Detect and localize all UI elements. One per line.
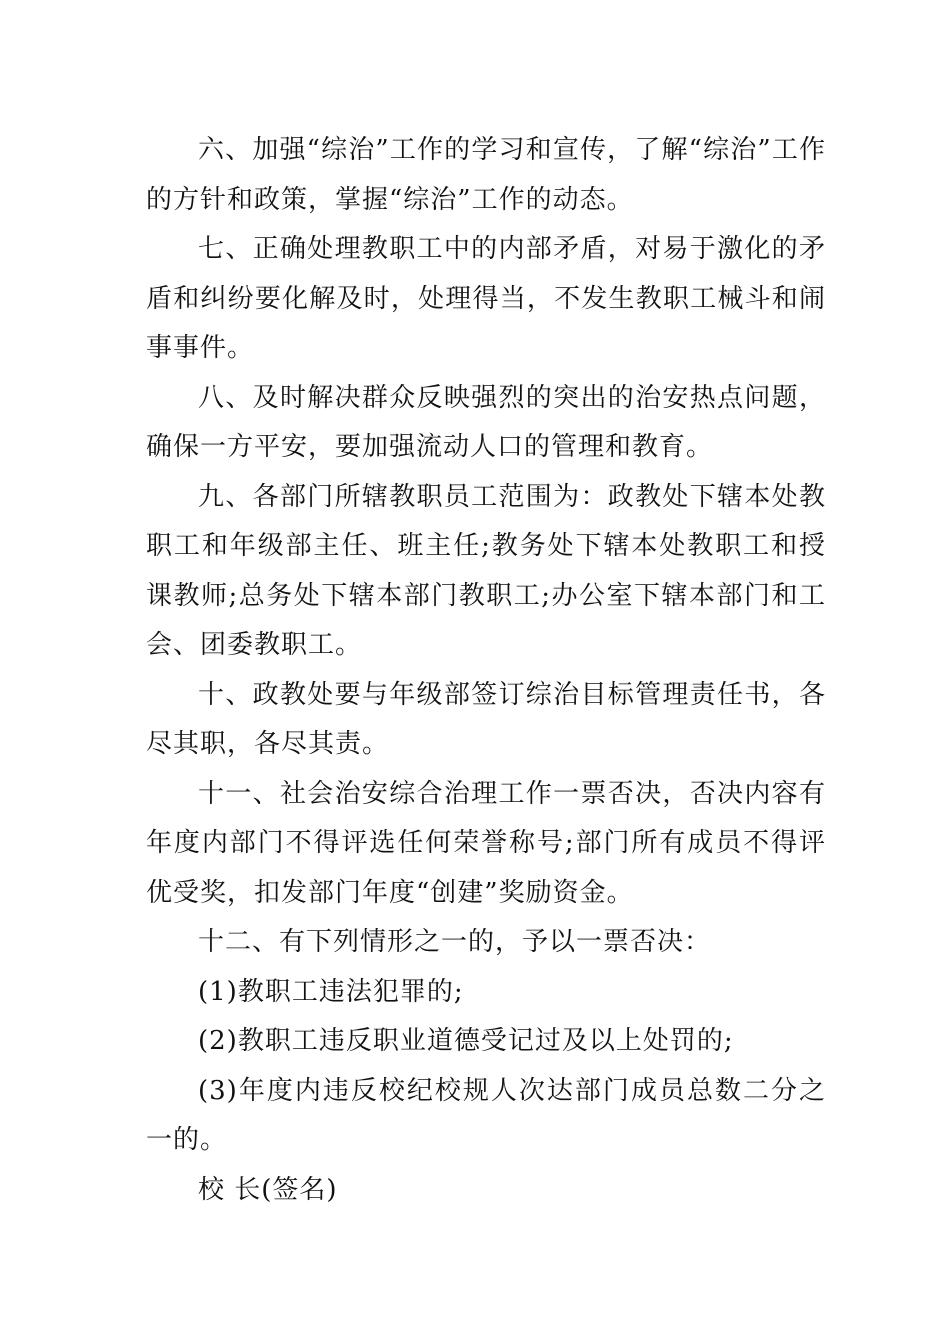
paragraph-eight: 八、及时解决群众反映强烈的突出的治安热点问题，确保一方平安，要加强流动人口的管理和教育。 (146, 382, 826, 462)
list-item-3: (3)年度内违反校纪校规人次达部门成员总数二分之一的。 (146, 1075, 826, 1155)
paragraph-nine: 九、各部门所辖教职员工范围为：政教处下辖本处教职工和年级部主任、班主任;教务处下辖本处教职工和授课教师;总务处下辖本部门教职工;办公室下辖本部门和工会、团委教职工。 (146, 481, 826, 660)
principal-signature-line: 校 长(签名) (198, 1174, 338, 1205)
document-body (146, 126, 826, 1215)
paragraph-twelve: 十二、有下列情形之一的，予以一票否决： (198, 927, 712, 957)
list-item-1: (1)教职工违法犯罪的; (198, 976, 464, 1007)
paragraph-eleven: 十一、社会治安综合治理工作一票否决，否决内容有年度内部门不得评选任何荣誉称号;部门所有成员不得评优受奖，扣发部门年度“创建”奖励资金。 (146, 778, 826, 908)
paragraph-six: 六、加强“综治”工作的学习和宣传，了解“综治”工作的方针和政策，掌握“综治”工作的动态。 (146, 135, 826, 215)
list-item-2: (2)教职工违反职业道德受记过及以上处罚的; (198, 1026, 734, 1056)
paragraph-ten: 十、政教处要与年级部签订综治目标管理责任书，各尽其职，各尽其责。 (146, 679, 826, 759)
paragraph-seven: 七、正确处理教职工中的内部矛盾，对易于激化的矛盾和纠纷要化解及时，处理得当，不发生教职工械斗和闹事事件。 (146, 234, 826, 363)
